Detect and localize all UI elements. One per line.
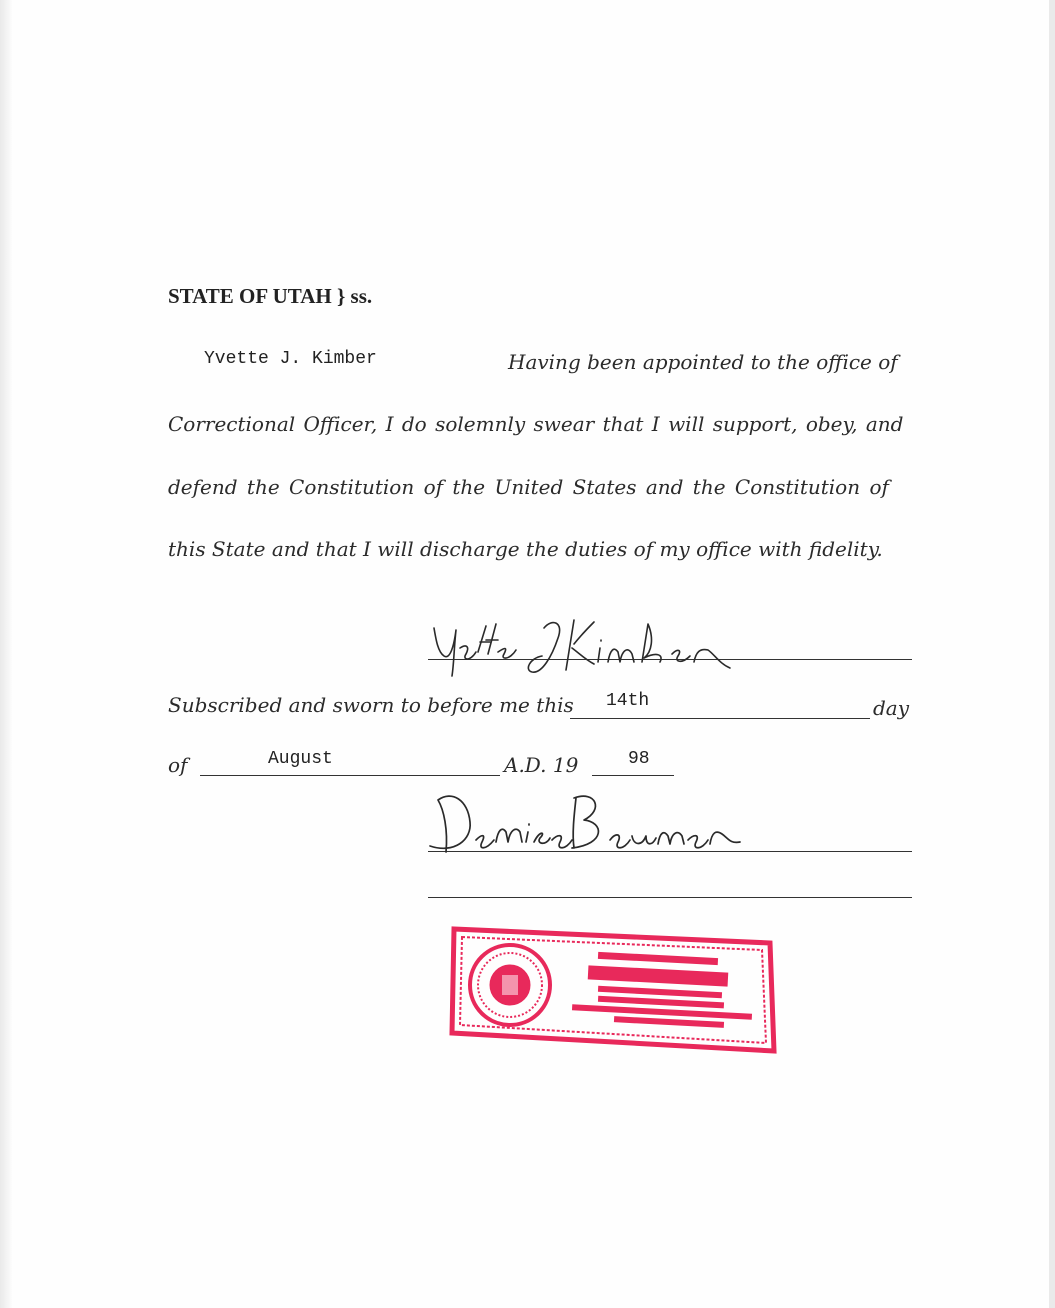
notary-seal-icon (448, 925, 778, 1055)
ad-label: A.D. 19 (504, 753, 579, 777)
year-value: 98 (628, 749, 650, 769)
month-value: August (268, 749, 333, 769)
notary-stamp (448, 925, 778, 1059)
oath-line-1: Having been appointed to the office of (508, 350, 898, 374)
scan-edge-left (0, 0, 12, 1308)
signature-notary (424, 780, 764, 860)
oath-line-4: this State and that I will discharge the duties of my office with fidelity. (168, 537, 883, 561)
day-value: 14th (606, 691, 650, 711)
blank-signature-line (428, 897, 912, 898)
of-label: of (168, 753, 188, 777)
month-field-line (200, 775, 500, 776)
subscribed-text: Subscribed and sworn to before me this (168, 693, 574, 717)
day-label: day (873, 696, 910, 720)
appointee-name: Yvette J. Kimber (204, 349, 377, 369)
scan-edge-right (1049, 0, 1055, 1308)
day-field-line (570, 718, 870, 719)
heading-state-of-utah: STATE OF UTAH } ss. (168, 284, 373, 308)
oath-line-3: defend the Constitution of the United States and the Constitution of (168, 475, 889, 499)
year-field-line (592, 775, 674, 776)
signature-affiant (424, 608, 744, 680)
oath-line-2: Correctional Officer, I do solemnly swear that I will support, obey, and (168, 412, 904, 436)
